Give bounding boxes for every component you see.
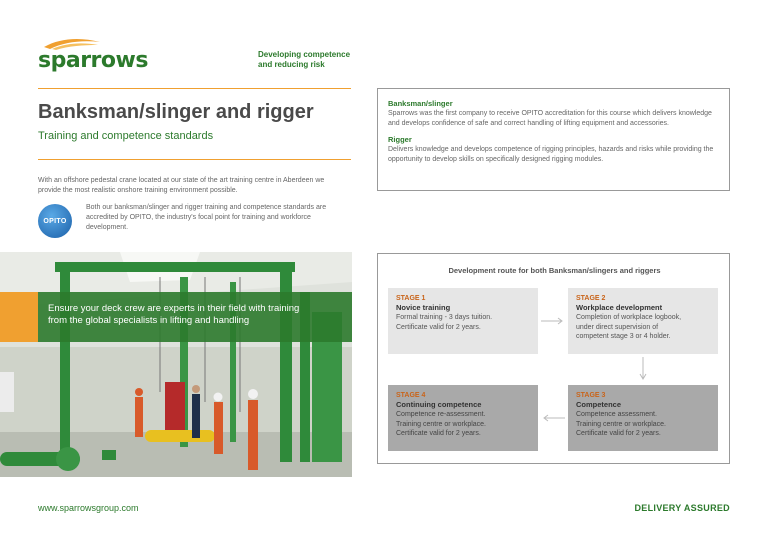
banner-line2: from the global specialists in lifting and handling: [48, 315, 250, 326]
footer-slogan: DELIVERY ASSURED: [634, 503, 730, 513]
arrow-down-icon: [639, 356, 647, 382]
stage-2-card: [568, 288, 718, 354]
stage-label: STAGE 1: [396, 295, 426, 302]
divider-middle: [38, 159, 351, 160]
stage-3-card: [568, 385, 718, 451]
stage-desc-line: Certificate valid for 2 years.: [396, 430, 481, 437]
tagline-line2: and reducing risk: [258, 60, 325, 69]
course-info-box: [377, 88, 730, 191]
stage-desc-line: Formal training - 3 days tuition.: [396, 314, 493, 321]
tagline-line1: Developing competence: [258, 50, 351, 59]
opito-logo: [38, 204, 72, 238]
arrow-left-icon: [540, 414, 566, 422]
stage-desc-line: Competence assessment.: [576, 411, 657, 418]
intro-text: With an offshore pedestal crane located at our state of the art training centre in Aberdeen we provide the most realistic onshore training environment possible.: [38, 177, 325, 194]
rigger-heading: Rigger: [388, 135, 412, 144]
opito-logo-text: OPITO: [43, 217, 67, 225]
banksman-heading: Banksman/slinger: [388, 99, 453, 108]
stage-desc-line: Completion of workplace logbook,: [576, 314, 682, 321]
divider-top: [38, 88, 351, 89]
stage-desc-line: under direct supervision of: [576, 323, 659, 331]
route-title: Development route for both Banksman/slingers and riggers: [448, 266, 661, 275]
stage-name: Novice training: [396, 303, 451, 312]
banner-text-block: [38, 292, 352, 342]
promo-banner: [0, 292, 352, 342]
stage-label: STAGE 2: [576, 295, 606, 302]
arrow-right-icon: [540, 317, 566, 325]
stage-4-card: [388, 385, 538, 451]
rigger-description: Delivers knowledge and develops competence of rigging principles, hazards and risks while providing the opportunity to develop skills on specifically designed rigging modules.: [388, 146, 714, 163]
banner-accent: [0, 292, 38, 342]
stage-1-card: [388, 288, 538, 354]
opito-accreditation-text: Both our banksman/slinger and rigger training and competence standards are accredited by OPITO, the industry's focal point for training and workforce development.: [86, 204, 327, 231]
sparrows-logo: [38, 38, 148, 72]
website-link[interactable]: www.sparrowsgroup.com: [38, 503, 139, 513]
stage-desc-line: Competence re-assessment.: [396, 411, 486, 418]
training-scene-illustration: [0, 252, 352, 477]
development-route-box: [377, 253, 730, 464]
stage-name: Continuing competence: [396, 400, 482, 409]
banksman-description: Sparrows was the first company to receive OPITO accreditation for this course which delivers knowledge and develops confidence of safe and correct handling of lifting equipment and accessories.: [388, 110, 712, 127]
stage-desc-line: Training centre or workplace.: [576, 420, 667, 428]
training-centre-photo: [0, 252, 352, 477]
stage-label: STAGE 3: [576, 392, 606, 399]
stage-desc-line: Certificate valid for 2 years.: [396, 323, 481, 331]
logo-wordmark: sparrows: [38, 48, 148, 73]
stage-desc-line: Certificate valid for 2 years.: [576, 430, 661, 437]
stage-name: Workplace development: [576, 303, 663, 312]
stage-desc-line: competent stage 3 or 4 holder.: [576, 333, 671, 340]
stage-desc-line: Training centre or workplace.: [396, 420, 487, 428]
page-subtitle: Training and competence standards: [38, 130, 214, 142]
stage-name: Competence: [576, 400, 622, 409]
tagline: [258, 50, 368, 70]
stage-label: STAGE 4: [396, 392, 426, 399]
page-title: Banksman/slinger and rigger: [38, 101, 314, 123]
banner-line1: Ensure your deck crew are experts in their field with training: [48, 303, 300, 314]
